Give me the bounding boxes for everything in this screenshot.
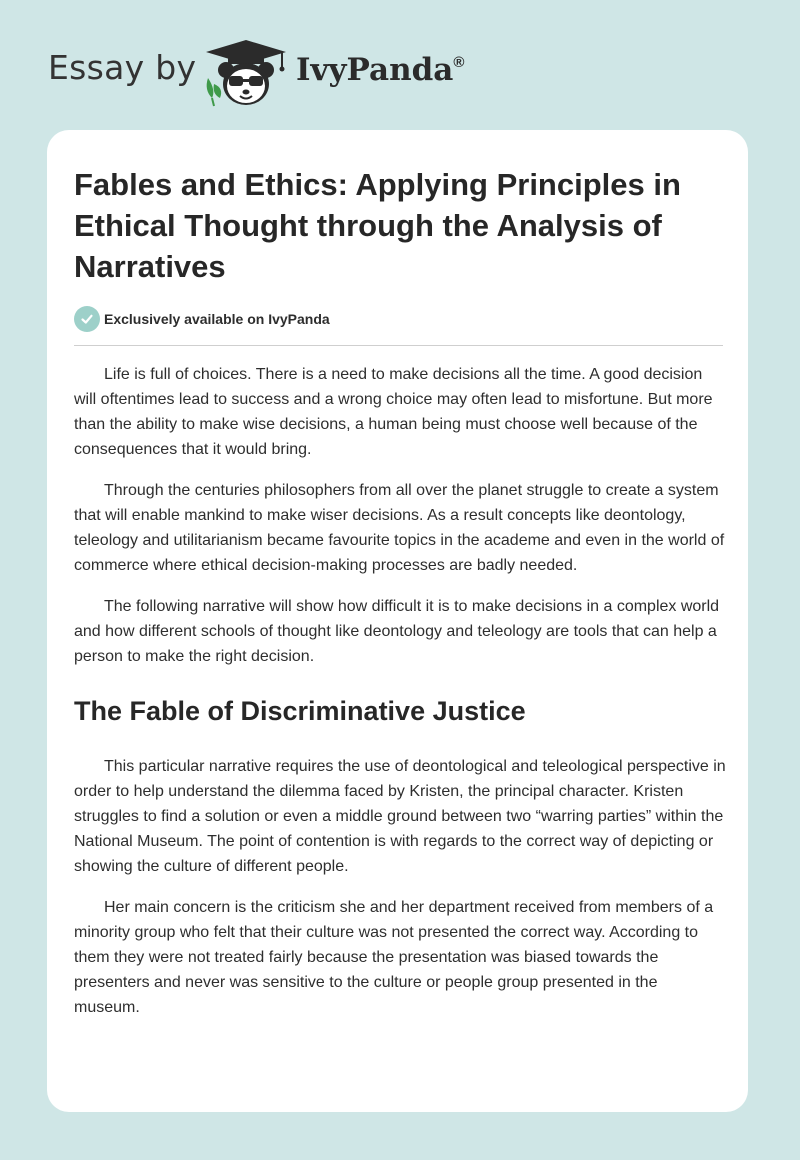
brand-text: IvyPanda: [296, 52, 454, 88]
badge-label: Exclusively available on IvyPanda: [104, 311, 330, 327]
paragraph: The following narrative will show how difficult it is to make decisions in a complex world and how different schools of thought like deontology and teleology are tools that can help a person to make the right decision.: [74, 598, 720, 665]
site-header: [0, 0, 800, 130]
registered-mark: ®: [453, 53, 465, 71]
panda-graduate-logo-icon[interactable]: [202, 38, 290, 108]
paragraph: Life is full of choices. There is a need to make decisions all the time. A good decision will oftentimes lead to success and a wrong choice may often lead to misfortune. But more than the ability to make wise decisions, a human being must choose well because of the consequences that it would bring.: [74, 366, 713, 458]
paragraph: This particular narrative requires the use of deontological and teleological perspective in order to help understand the dilemma faced by Kristen, the principal character. Kristen struggles to find a solution or even a middle ground between two “warring parties” within the National Museum. The point of contention is with regards to the correct way of depicting or showing the culture of different people.: [74, 758, 726, 875]
brand-name[interactable]: [296, 52, 464, 88]
essay-card: [47, 130, 748, 1112]
paragraph: Through the centuries philosophers from all over the planet struggle to create a system that will enable mankind to make wiser decisions. As a result concepts like deontology, teleology and utilitarianism became favourite topics in the academe and even in the world of commerce where ethical decision-making processes are badly needed.: [74, 482, 725, 574]
exclusive-badge: [74, 306, 330, 332]
paragraph: Her main concern is the criticism she and her department received from members of a minority group who felt that their culture was not presented the correct way. According to them they were not treated fairly because the presentation was biased towards the presenters and never was sensitive to the culture or people group presented in the museum.: [74, 899, 714, 1016]
essay-by-label: Essay by: [48, 48, 197, 87]
title-divider: [74, 345, 723, 346]
essay-body: [74, 362, 726, 1036]
check-circle-icon: [74, 306, 100, 332]
essay-title: Fables and Ethics: Applying Principles in Ethical Thought through the Analysis of Narratives: [74, 167, 681, 284]
section-heading: The Fable of Discriminative Justice: [74, 696, 526, 726]
